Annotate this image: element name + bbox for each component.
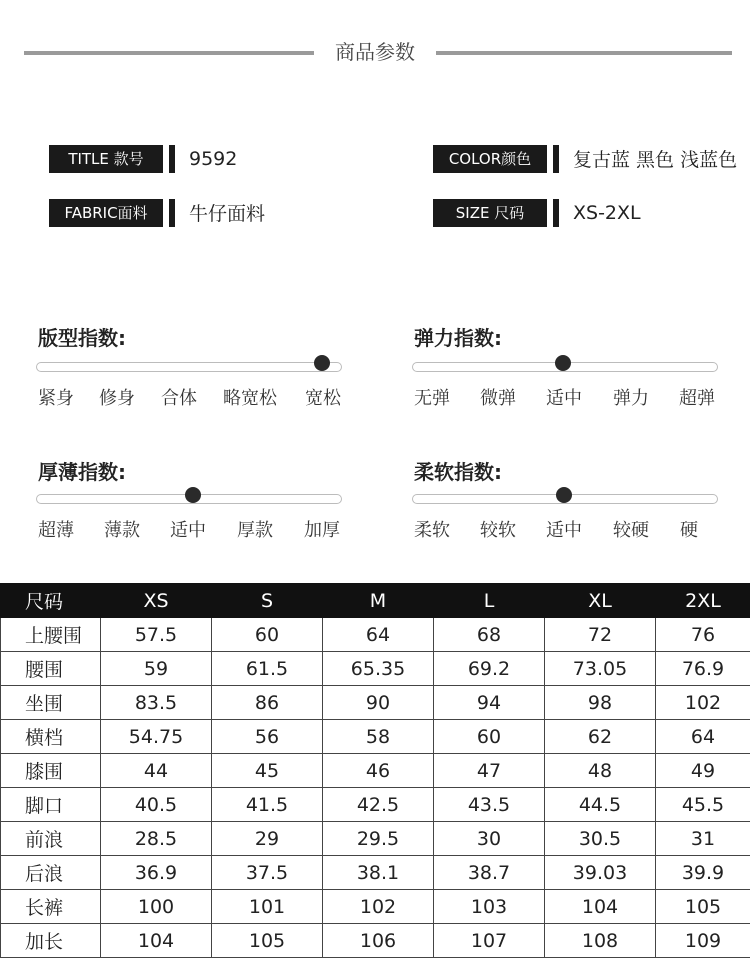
softness-index-title: 柔软指数: bbox=[414, 460, 502, 484]
stretch-tick: 弹力 bbox=[613, 388, 649, 409]
size-table-row bbox=[1, 788, 750, 822]
measurement-value-cell: 30 bbox=[434, 822, 545, 856]
measurement-value-cell: 59 bbox=[101, 652, 212, 686]
size-table-row bbox=[1, 720, 750, 754]
softness-tick: 硬 bbox=[680, 520, 698, 541]
measurement-value-cell: 103 bbox=[434, 890, 545, 924]
fit-tick: 合体 bbox=[161, 388, 197, 409]
measurement-value-cell: 69.2 bbox=[434, 652, 545, 686]
size-table-header-cell: 尺码 bbox=[1, 584, 101, 618]
thickness-tick: 薄款 bbox=[104, 520, 140, 541]
measurement-value-cell: 37.5 bbox=[212, 856, 323, 890]
measurement-value-cell: 57.5 bbox=[101, 618, 212, 652]
measurement-name-cell: 腰围 bbox=[1, 652, 101, 686]
size-table-header-row bbox=[1, 584, 750, 618]
measurement-name-cell: 膝围 bbox=[1, 754, 101, 788]
size-table-row bbox=[1, 686, 750, 720]
header-divider-left bbox=[24, 51, 314, 55]
measurement-value-cell: 72 bbox=[545, 618, 656, 652]
measurement-value-cell: 83.5 bbox=[101, 686, 212, 720]
measurement-value-cell: 39.9 bbox=[656, 856, 750, 890]
measurement-value-cell: 90 bbox=[323, 686, 434, 720]
thickness-index-title: 厚薄指数: bbox=[38, 460, 126, 484]
measurement-value-cell: 31 bbox=[656, 822, 750, 856]
measurement-name-cell: 加长 bbox=[1, 924, 101, 958]
measurement-value-cell: 41.5 bbox=[212, 788, 323, 822]
measurement-value-cell: 100 bbox=[101, 890, 212, 924]
size-table-row bbox=[1, 754, 750, 788]
measurement-value-cell: 56 bbox=[212, 720, 323, 754]
measurement-value-cell: 65.35 bbox=[323, 652, 434, 686]
fit-index-track bbox=[36, 362, 342, 372]
title-value: 9592 bbox=[189, 148, 238, 170]
measurement-value-cell: 61.5 bbox=[212, 652, 323, 686]
softness-tick: 适中 bbox=[546, 520, 582, 541]
measurement-name-cell: 后浪 bbox=[1, 856, 101, 890]
size-table-row bbox=[1, 618, 750, 652]
measurement-name-cell: 前浪 bbox=[1, 822, 101, 856]
measurement-value-cell: 28.5 bbox=[101, 822, 212, 856]
stretch-tick: 适中 bbox=[546, 388, 582, 409]
size-table-header-cell: 2XL bbox=[656, 584, 750, 618]
measurement-value-cell: 104 bbox=[545, 890, 656, 924]
section-title: 商品参数 bbox=[335, 40, 415, 64]
measurement-value-cell: 102 bbox=[656, 686, 750, 720]
measurement-value-cell: 73.05 bbox=[545, 652, 656, 686]
header-divider-right bbox=[436, 51, 732, 55]
measurement-value-cell: 76 bbox=[656, 618, 750, 652]
size-label: SIZE 尺码 bbox=[433, 199, 553, 227]
measurement-value-cell: 86 bbox=[212, 686, 323, 720]
softness-tick: 较软 bbox=[480, 520, 516, 541]
measurement-value-cell: 94 bbox=[434, 686, 545, 720]
thickness-tick: 适中 bbox=[170, 520, 206, 541]
thickness-index-knob bbox=[185, 487, 201, 503]
fabric-value: 牛仔面料 bbox=[189, 203, 266, 225]
measurement-value-cell: 40.5 bbox=[101, 788, 212, 822]
measurement-value-cell: 98 bbox=[545, 686, 656, 720]
measurement-value-cell: 60 bbox=[212, 618, 323, 652]
softness-tick: 柔软 bbox=[414, 520, 450, 541]
fit-index-knob bbox=[314, 355, 330, 371]
measurement-value-cell: 58 bbox=[323, 720, 434, 754]
measurement-value-cell: 49 bbox=[656, 754, 750, 788]
fit-index-title: 版型指数: bbox=[38, 326, 126, 350]
size-value: XS-2XL bbox=[573, 202, 641, 224]
measurement-value-cell: 42.5 bbox=[323, 788, 434, 822]
thickness-tick: 超薄 bbox=[38, 520, 74, 541]
stretch-tick: 微弹 bbox=[480, 388, 516, 409]
size-table-row bbox=[1, 856, 750, 890]
measurement-value-cell: 44.5 bbox=[545, 788, 656, 822]
measurement-value-cell: 29 bbox=[212, 822, 323, 856]
measurement-value-cell: 109 bbox=[656, 924, 750, 958]
fit-tick: 宽松 bbox=[305, 388, 341, 409]
softness-tick: 较硬 bbox=[613, 520, 649, 541]
measurement-name-cell: 长裤 bbox=[1, 890, 101, 924]
measurement-value-cell: 62 bbox=[545, 720, 656, 754]
size-table-header-cell: XS bbox=[101, 584, 212, 618]
fabric-label: FABRIC面料 bbox=[49, 199, 169, 227]
measurement-value-cell: 43.5 bbox=[434, 788, 545, 822]
stretch-index-title: 弹力指数: bbox=[414, 326, 502, 350]
measurement-name-cell: 坐围 bbox=[1, 686, 101, 720]
measurement-value-cell: 107 bbox=[434, 924, 545, 958]
stretch-tick: 超弹 bbox=[679, 388, 715, 409]
measurement-value-cell: 64 bbox=[656, 720, 750, 754]
size-table-row bbox=[1, 890, 750, 924]
size-table-row bbox=[1, 652, 750, 686]
measurement-name-cell: 脚口 bbox=[1, 788, 101, 822]
measurement-value-cell: 45 bbox=[212, 754, 323, 788]
measurement-value-cell: 48 bbox=[545, 754, 656, 788]
measurement-value-cell: 108 bbox=[545, 924, 656, 958]
measurement-value-cell: 54.75 bbox=[101, 720, 212, 754]
measurement-value-cell: 38.1 bbox=[323, 856, 434, 890]
measurement-value-cell: 105 bbox=[212, 924, 323, 958]
measurement-value-cell: 104 bbox=[101, 924, 212, 958]
size-table-header-cell: M bbox=[323, 584, 434, 618]
measurement-value-cell: 39.03 bbox=[545, 856, 656, 890]
color-value: 复古蓝 黑色 浅蓝色 bbox=[573, 149, 738, 171]
stretch-index-knob bbox=[555, 355, 571, 371]
size-table-header-cell: XL bbox=[545, 584, 656, 618]
measurement-value-cell: 45.5 bbox=[656, 788, 750, 822]
size-table-header-cell: S bbox=[212, 584, 323, 618]
softness-index-knob bbox=[556, 487, 572, 503]
measurement-value-cell: 46 bbox=[323, 754, 434, 788]
measurement-value-cell: 101 bbox=[212, 890, 323, 924]
size-table-row bbox=[1, 822, 750, 856]
fit-tick: 略宽松 bbox=[223, 388, 277, 409]
measurement-value-cell: 47 bbox=[434, 754, 545, 788]
title-label: TITLE 款号 bbox=[49, 145, 169, 173]
fit-tick: 修身 bbox=[99, 388, 135, 409]
stretch-tick: 无弹 bbox=[414, 388, 450, 409]
section-header bbox=[0, 36, 750, 68]
measurement-value-cell: 76.9 bbox=[656, 652, 750, 686]
measurement-name-cell: 横档 bbox=[1, 720, 101, 754]
measurement-value-cell: 60 bbox=[434, 720, 545, 754]
color-label: COLOR颜色 bbox=[433, 145, 553, 173]
measurement-value-cell: 38.7 bbox=[434, 856, 545, 890]
measurement-value-cell: 30.5 bbox=[545, 822, 656, 856]
size-table bbox=[0, 583, 750, 958]
size-table-row bbox=[1, 924, 750, 958]
fit-tick: 紧身 bbox=[38, 388, 74, 409]
measurement-value-cell: 105 bbox=[656, 890, 750, 924]
measurement-value-cell: 102 bbox=[323, 890, 434, 924]
thickness-tick: 加厚 bbox=[304, 520, 340, 541]
measurement-value-cell: 68 bbox=[434, 618, 545, 652]
thickness-tick: 厚款 bbox=[237, 520, 273, 541]
measurement-value-cell: 106 bbox=[323, 924, 434, 958]
measurement-value-cell: 44 bbox=[101, 754, 212, 788]
measurement-value-cell: 36.9 bbox=[101, 856, 212, 890]
measurement-value-cell: 64 bbox=[323, 618, 434, 652]
size-table-header-cell: L bbox=[434, 584, 545, 618]
measurement-name-cell: 上腰围 bbox=[1, 618, 101, 652]
measurement-value-cell: 29.5 bbox=[323, 822, 434, 856]
